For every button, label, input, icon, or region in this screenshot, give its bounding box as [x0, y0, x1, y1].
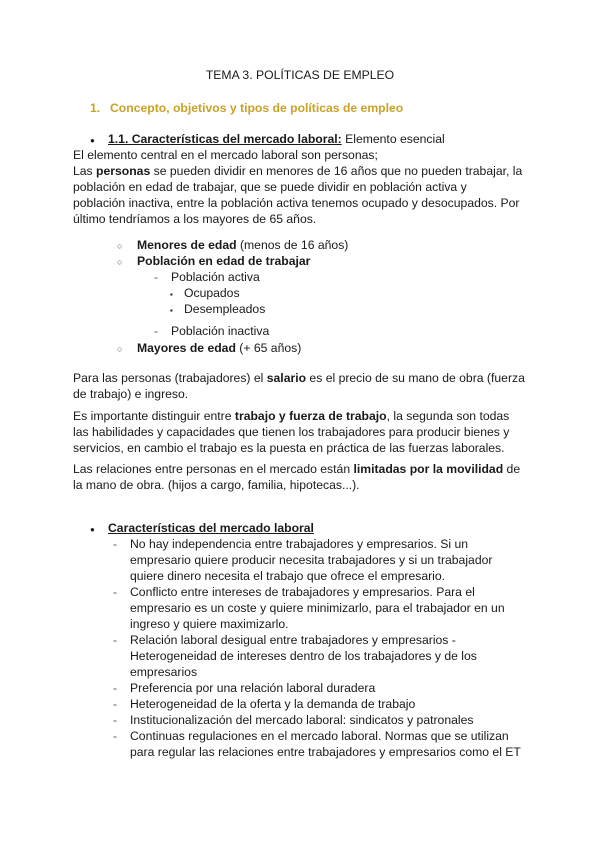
bullet-dot: ● — [90, 136, 95, 145]
bold-text: Mayores de edad — [137, 341, 236, 355]
paragraph-line — [73, 461, 520, 477]
text-run: Para las personas (trabajadores) el — [73, 371, 267, 385]
list-item — [113, 728, 509, 744]
list-item-cont: ingreso y quiere maximizarlo. — [130, 617, 289, 631]
list-item — [117, 253, 310, 270]
bullet-dot: ● — [90, 525, 95, 534]
bold-text: Población en edad de trabajar — [137, 254, 311, 268]
list-item-cont: empresarios — [130, 665, 198, 679]
list-item — [113, 536, 468, 552]
list-item — [113, 584, 475, 600]
section-number: 1. — [90, 101, 101, 115]
text-run: Conflicto entre intereses de trabajadores y empresarios. Para el — [130, 585, 475, 599]
list-item — [154, 323, 269, 339]
text-run: Heterogeneidad de la oferta y la demanda de trabajo — [130, 697, 416, 711]
bullet-dash: - — [113, 537, 118, 551]
text-run: (menos de 16 años) — [236, 238, 349, 252]
bullet-circle: ○ — [117, 241, 123, 251]
section-title: Concepto, objetivos y tipos de políticas de empleo — [110, 101, 404, 115]
bold-text: trabajo y fuerza de trabajo — [234, 409, 387, 423]
paragraph-line: la mano de obra. (hijos a cargo, familia, hipotecas...). — [73, 478, 360, 492]
bullet-dash: - — [154, 270, 159, 284]
bold-text: personas — [96, 164, 151, 178]
bullet-square: ▪ — [170, 306, 173, 315]
subheading-1-rest: Elemento esencial — [341, 132, 445, 146]
paragraph-line — [73, 370, 525, 386]
bullet-dash: - — [113, 681, 118, 695]
page-title: TEMA 3. POLÍTICAS DE EMPLEO — [205, 68, 395, 82]
text-run: Población inactiva — [171, 324, 270, 338]
list-item — [117, 237, 348, 254]
text-run: No hay independencia entre trabajadores y empresarios. Si un — [130, 537, 469, 551]
intro-line: población inactiva, entre la población activa tenemos ocupado y desocupados. Por — [73, 196, 520, 210]
list-item — [154, 269, 260, 285]
text-run: Ocupados — [184, 286, 240, 300]
text-run: (+ 65 años) — [235, 341, 302, 355]
bullet-dash: - — [113, 633, 118, 647]
bullet-circle: ○ — [117, 344, 123, 354]
text-run: Población activa — [171, 270, 260, 284]
list-item-cont: quiere dinero necesita el trabajo que ofrece el empresario. — [130, 569, 446, 583]
bold-text: Menores de edad — [137, 238, 237, 252]
intro-line: El elemento central en el mercado laboral son personas; — [73, 148, 378, 162]
intro-line: población en edad de trabajar, que se puede dividir en población activa y — [73, 180, 467, 194]
text-run: se pueden dividir en menores de 16 años que no pueden trabajar, la — [150, 164, 523, 178]
bullet-dash: - — [113, 713, 118, 727]
paragraph-line: las habilidades y capacidades que tienen los trabajadores para producir bienes y — [73, 425, 510, 439]
list-item — [113, 632, 456, 648]
text-run: Las relaciones entre personas en el mercado están — [73, 462, 354, 476]
paragraph-line: servicios, en cambio el trabajo es la puesta en práctica de las fuerzas laborales. — [73, 441, 505, 455]
text-run: es el precio de su mano de obra (fuerza — [306, 371, 525, 385]
list-item — [117, 340, 301, 357]
text-run: Institucionalización del mercado laboral: sindicatos y patronales — [130, 713, 474, 727]
list-item — [170, 301, 265, 319]
bullet-dash: - — [113, 729, 118, 743]
bold-text: limitadas por la movilidad — [353, 462, 504, 476]
list-item-cont: Heterogeneidad de intereses dentro de los trabajadores y de los — [130, 649, 477, 663]
text-run: de — [503, 462, 521, 476]
paragraph-line: de trabajo) e ingreso. — [73, 387, 189, 401]
list-item-cont: empresario es un coste y quiere minimizarlo, para el trabajador en un — [130, 601, 505, 615]
section-heading — [90, 100, 403, 116]
text-run: Continuas regulaciones en el mercado laboral. Normas que se utilizan — [130, 729, 509, 743]
text-run: Las — [73, 164, 97, 178]
bullet-dash: - — [113, 585, 118, 599]
bullet-dash: - — [113, 697, 118, 711]
list-item-cont: empresario quiere producir necesita trabajadores y si un trabajador — [130, 553, 493, 567]
subheading-2-label: Características del mercado laboral — [108, 521, 314, 535]
bullet-square: ▪ — [170, 290, 173, 299]
text-run: Es importante distinguir entre — [73, 409, 235, 423]
list-item — [113, 680, 375, 696]
list-item — [113, 712, 473, 728]
list-item-cont: para regular las relaciones entre trabajadores y empresarios como el ET — [130, 745, 521, 759]
intro-line: último tendríamos a los mayores de 65 años. — [73, 212, 317, 226]
bullet-circle: ○ — [117, 257, 123, 267]
list-item — [113, 696, 415, 712]
text-run: Desempleados — [184, 302, 266, 316]
bold-text: salario — [266, 371, 307, 385]
text-run: Preferencia por una relación laboral duradera — [130, 681, 376, 695]
text-run: , la segunda son todas — [386, 409, 510, 423]
intro-line — [73, 163, 522, 179]
subheading-1-label: 1.1. Características del mercado laboral: — [108, 132, 342, 146]
bullet-dash: - — [154, 324, 159, 338]
paragraph-line — [73, 408, 509, 424]
text-run: Relación laboral desigual entre trabajadores y empresarios - — [130, 633, 456, 647]
